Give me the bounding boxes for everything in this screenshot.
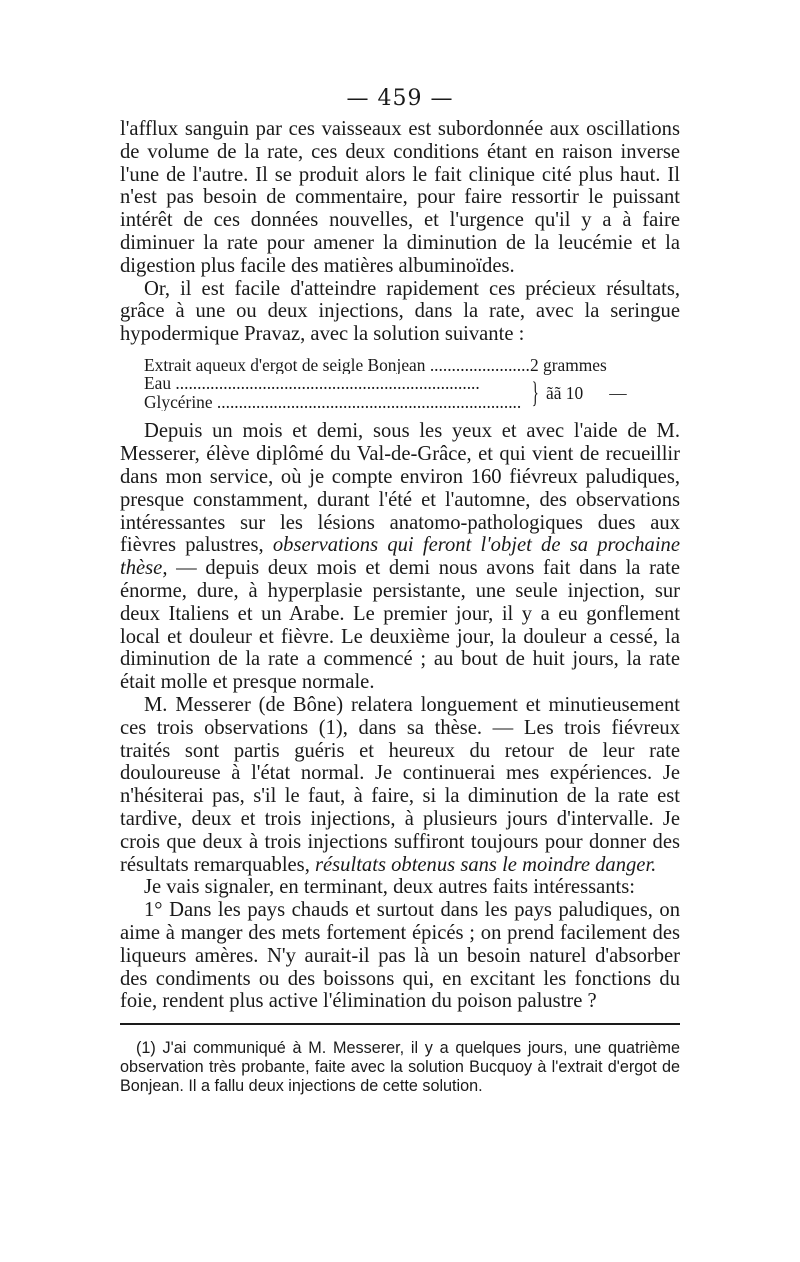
recipe-group-water-glycerine (144, 374, 680, 411)
paragraph-1: l'afflux sanguin par ces vaisseaux est subordonnée aux oscillations de volume de la rate, ces deux conditions étant en raison inverse l'une de l'autre. Il se produit alors le fait clinique cité plus haut. Il n'est pas besoin de commentaire, pour faire ressortir le puissant intérêt de ces données nouvelles, et l'urgence qu'il y a à faire diminuer la rate pour amener la diminution de la leucémie et la digestion plus facile des matières albuminoïdes. (120, 118, 680, 277)
paragraph-4-italic: résultats obtenus sans le moindre danger. (315, 853, 657, 876)
recipe-ingredient-water: Eau ..... (144, 374, 524, 393)
paragraph-2: Or, il est facile d'atteindre rapidement ces précieux résultats, grâce à une ou deux injections, dans la rate, avec la seringue hypodermique Pravaz, avec la solution suivante : (120, 277, 680, 346)
recipe-quantity-each: ãã 10 (546, 382, 584, 403)
recipe-ingredient-glycerine: Glycérine ..... (144, 393, 524, 412)
recipe-brace: } (531, 375, 539, 409)
main-text (120, 118, 680, 1013)
paragraph-4-text: M. Messerer (de Bône) relatera longuement et minutieusement ces trois observations (1), dans sa thèse. — Les trois fiévreux traités sont partis guéris et heureux du retour de leur rate douloureuse à l'état normal. Je continuerai mes expériences. Je n'hésiterai pas, s'il le faut, à faire, si la diminution de la rate est tardive, deux et trois injections, à plusieurs jours d'intervalle. Je crois que deux à trois injections suffiront toujours pour donner des résultats remarquables, (120, 694, 680, 876)
page-number: — 459 — (346, 86, 454, 111)
paragraph-3-text: Depuis un mois et demi, sous les yeux et avec l'aide de M. Messerer, élève diplômé du Val-de-Grâce, et qui vient de recueillir dans mon service, où je compte environ 160 fiévreux paludiques, presque constamment, durant l'été et l'automne, des observations intéressantes sur les lésions anatomo-pathologiques dues aux fièvres palustres, (120, 420, 680, 557)
footnote-rule (120, 1023, 680, 1025)
paragraph-6: 1° Dans les pays chauds et surtout dans les pays paludiques, on aime à manger des mets fortement épicés ; on prend facilement des liqueurs amères. N'y aurait-il pas là un besoin naturel d'absorber des condiments ou des boissons qui, en excitant les fonctions du foie, rendent plus active l'élimination du poison palustre ? (120, 899, 680, 1013)
footnote-text: (1) J'ai communiqué à M. Messerer, il y a quelques jours, une quatrième observation très probante, faite avec la solution Bucquoy à l'extrait d'ergot de Bonjean. Il a fallu deux injections de cette solution. (120, 1039, 680, 1095)
paragraph-4 (120, 694, 680, 876)
paragraph-3 (120, 420, 680, 694)
paragraph-3-italic: observations qui feront l'objet de sa prochaine thèse, (120, 534, 680, 580)
recipe-ingredient-ergot: Extrait aqueux d'ergot de seigle Bonjean ..... (144, 356, 530, 375)
paragraph-5: Je vais signaler, en terminant, deux autres faits intéressants: (144, 876, 635, 899)
paragraph-3-text-cont: — depuis deux mois et demi nous avons fait dans la rate énorme, dure, à hyperplasie persistante, une seule injection, sur deux Italiens et un Arabe. Le premier jour, il y a eu gonflement local et douleur et fièvre. Le deuxième jour, la douleur a cessé, la diminution de la rate a commencé ; au bout de huit jours, la rate était molle et presque normale. (120, 557, 680, 694)
recipe-quantity-ergot: 2 grammes (530, 354, 607, 375)
recipe-formula (144, 356, 680, 412)
recipe-ditto-dash: — (609, 382, 627, 403)
footnote (120, 1039, 680, 1095)
recipe-line-ergot (144, 356, 680, 375)
